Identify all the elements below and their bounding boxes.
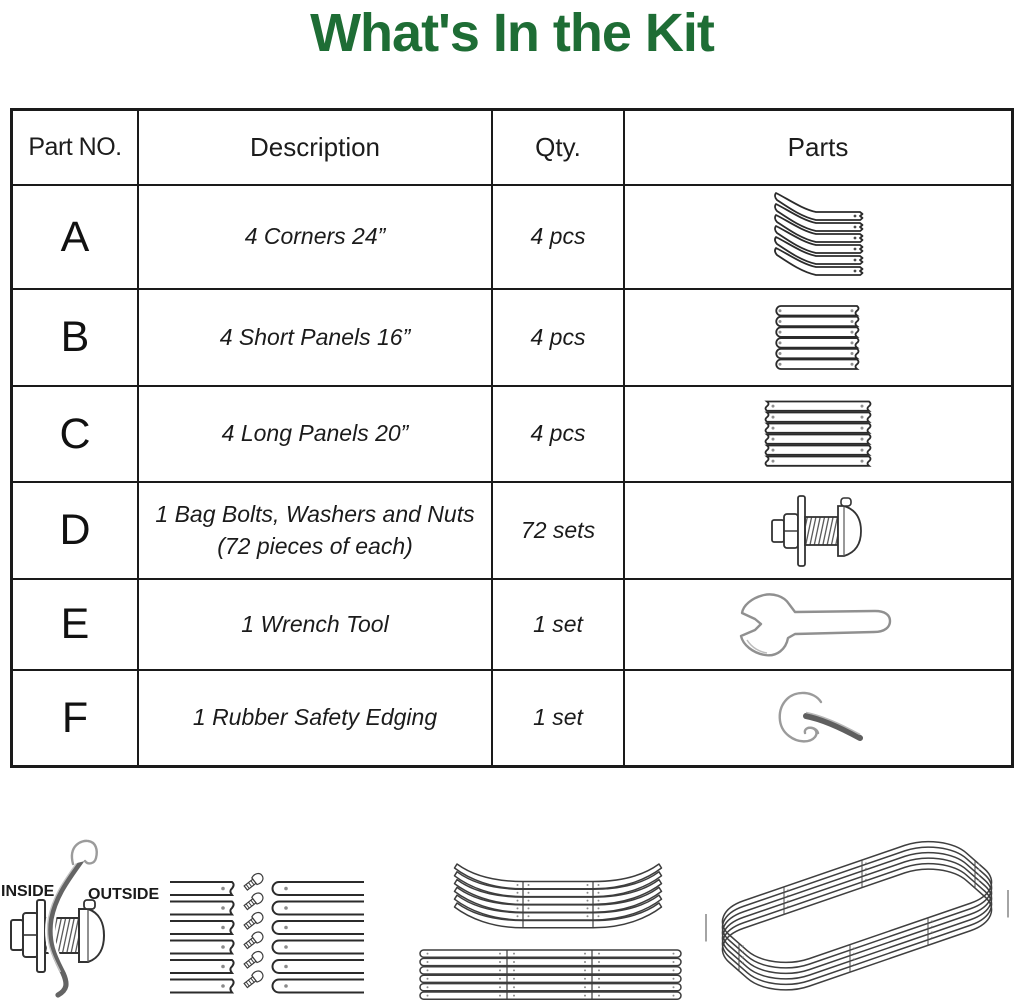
description-b-line1: 4 Short Panels 16” (219, 323, 411, 350)
description-a (139, 186, 493, 290)
subassembly-diagram (412, 854, 688, 1000)
qty-e: 1 set (493, 580, 625, 671)
description-c-line1: 4 Long Panels 20” (221, 420, 409, 447)
part-letter-a: A (13, 186, 139, 290)
header-parts: Parts (625, 111, 1011, 186)
description-f (139, 671, 493, 765)
qty-a: 4 pcs (493, 186, 625, 290)
parts-cell-b (625, 290, 1011, 387)
description-a-line1: 4 Corners 24” (244, 223, 386, 250)
description-d (139, 483, 493, 580)
description-f-line1: 1 Rubber Safety Edging (192, 704, 438, 731)
description-d-line1: 1 Bag Bolts, Washers and Nuts (155, 501, 475, 528)
description-c (139, 387, 493, 483)
page-title: What's In the Kit (310, 3, 714, 63)
edging-hook-icon (72, 841, 97, 864)
outside-label: OUTSIDE (88, 886, 160, 903)
corner-stack-icon (756, 189, 880, 285)
inside-label: INSIDE (1, 883, 55, 900)
parts-cell-d (625, 483, 1011, 580)
part-letter-d: D (13, 483, 139, 580)
parts-cell-a (625, 186, 1011, 290)
panels-bolted-diagram (168, 868, 368, 998)
description-e-line1: 1 Wrench Tool (241, 610, 389, 637)
rubber-edging-icon (772, 689, 864, 747)
qty-d: 72 sets (493, 483, 625, 580)
bolt-washer-nut-icon (768, 490, 868, 572)
part-letter-e: E (13, 580, 139, 671)
parts-cell-c (625, 387, 1011, 483)
qty-b: 4 pcs (493, 290, 625, 387)
assembly-diagrams (0, 830, 1024, 1000)
description-e (139, 580, 493, 671)
part-letter-f: F (13, 671, 139, 765)
bolt-inside-outside-diagram (0, 833, 165, 1000)
header-qty: Qty. (493, 111, 625, 186)
qty-f: 1 set (493, 671, 625, 765)
part-letter-c: C (13, 387, 139, 483)
parts-cell-e (625, 580, 1011, 671)
part-letter-b: B (13, 290, 139, 387)
short-panel-stack-icon (768, 304, 868, 372)
parts-cell-f (625, 671, 1011, 765)
corner-panel-assembly (455, 864, 662, 928)
straight-panel-assembly (420, 950, 681, 999)
wrench-icon (734, 591, 902, 659)
assembled-bed-diagram (690, 830, 1024, 1000)
description-b (139, 290, 493, 387)
long-panel-stack-icon (757, 399, 879, 469)
header-description: Description (139, 111, 493, 186)
parts-table (10, 108, 1014, 768)
qty-c: 4 pcs (493, 387, 625, 483)
description-d-line2: (72 pieces of each) (217, 532, 413, 559)
header-part-no: Part NO. (13, 111, 139, 186)
